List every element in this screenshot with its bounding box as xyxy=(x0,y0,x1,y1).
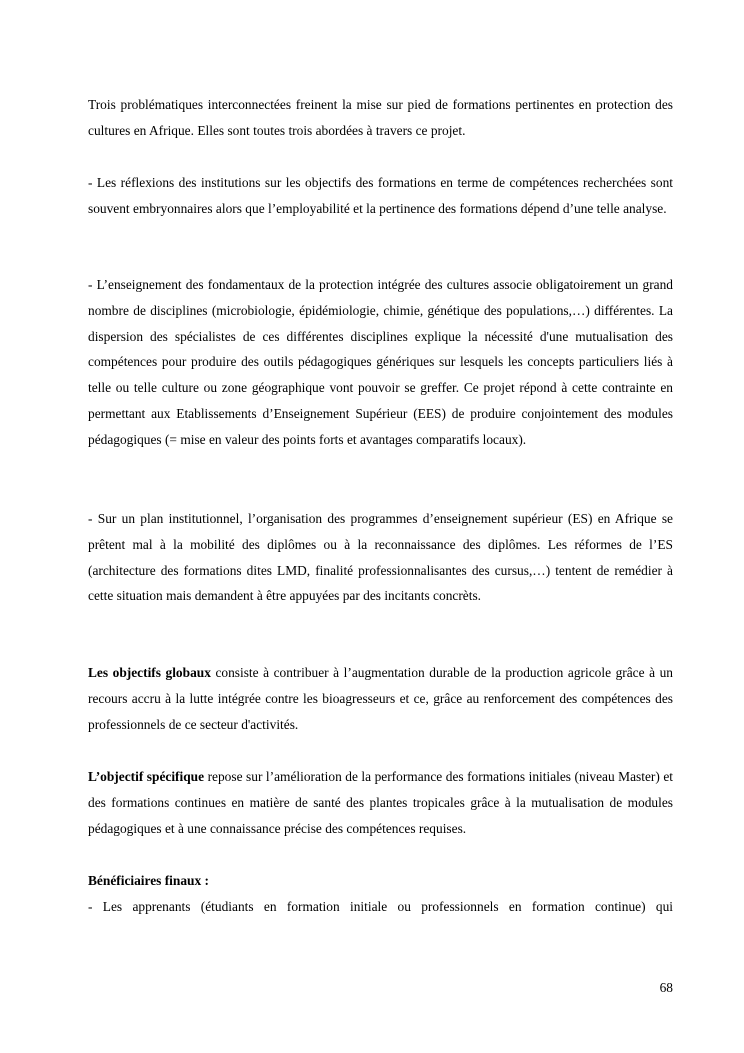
objectifs-globaux-label: Les objectifs globaux xyxy=(88,665,211,680)
objectifs-globaux-text: consiste à contribuer à l’augmentation durable de la production agricole grâce à un recours accru à la lutte intégrée contre les bioagresseurs et ce, grâce au renforcement des compétences des professionnels de ce secteur d'activités. xyxy=(88,665,673,732)
paragraph-objectifs-globaux xyxy=(88,660,673,737)
paragraph-objectif-specifique xyxy=(88,764,673,841)
beneficiaires-heading: Bénéficiaires finaux : xyxy=(88,873,209,888)
section-beneficiaires xyxy=(88,868,673,920)
paragraph-intro: Trois problématiques interconnectées freinent la mise sur pied de formations pertinentes en protection des cultures en Afrique. Elles sont toutes trois abordées à travers ce projet. xyxy=(88,97,673,138)
objectif-specifique-text: repose sur l’amélioration de la performance des formations initiales (niveau Master) et des formations continues en matière de santé des plantes tropicales grâce à la mutualisation de modules pédagogiques et à une connaissance précise des compétences requises. xyxy=(88,769,673,836)
page-number: 68 xyxy=(659,980,673,995)
paragraph-point-enseignement: - L’enseignement des fondamentaux de la protection intégrée des cultures associe obligatoirement un grand nombre de disciplines (microbiologie, épidémiologie, chimie, génétique des populations,…) différentes. La dispersion des spécialistes de ces différentes disciplines explique la nécessité d'une mutualisation des compétences pour produire des outils pédagogiques génériques sur lesquels les concepts particuliers liés à telle ou telle culture ou zone géographique vont pouvoir se greffer. Ce projet répond à cette contrainte en permettant aux Etablissements d’Enseignement Supérieur (EES) de produire conjointement des modules pédagogiques (= mise en valeur des points forts et avantages comparatifs locaux). xyxy=(88,277,673,447)
paragraph-point-institutionnel: - Sur un plan institutionnel, l’organisation des programmes d’enseignement supérieur (ES) en Afrique se prêtent mal à la mobilité des diplômes ou à la reconnaissance des diplômes. Les réformes de l’ES (architecture des formations dites LMD, finalité professionnalisantes des cursus,…) tentent de remédier à cette situation mais demandent à être appuyées par des incitants concrèts. xyxy=(88,511,673,604)
paragraph-point-reflexions: - Les réflexions des institutions sur les objectifs des formations en terme de compétences recherchées sont souvent embryonnaires alors que l’employabilité et la pertinence des formations dépend d’une telle analyse. xyxy=(88,175,673,216)
objectif-specifique-label: L’objectif spécifique xyxy=(88,769,205,784)
beneficiaires-text: - Les apprenants (étudiants en formation initiale ou professionnels en formation continue) qui xyxy=(88,898,673,914)
